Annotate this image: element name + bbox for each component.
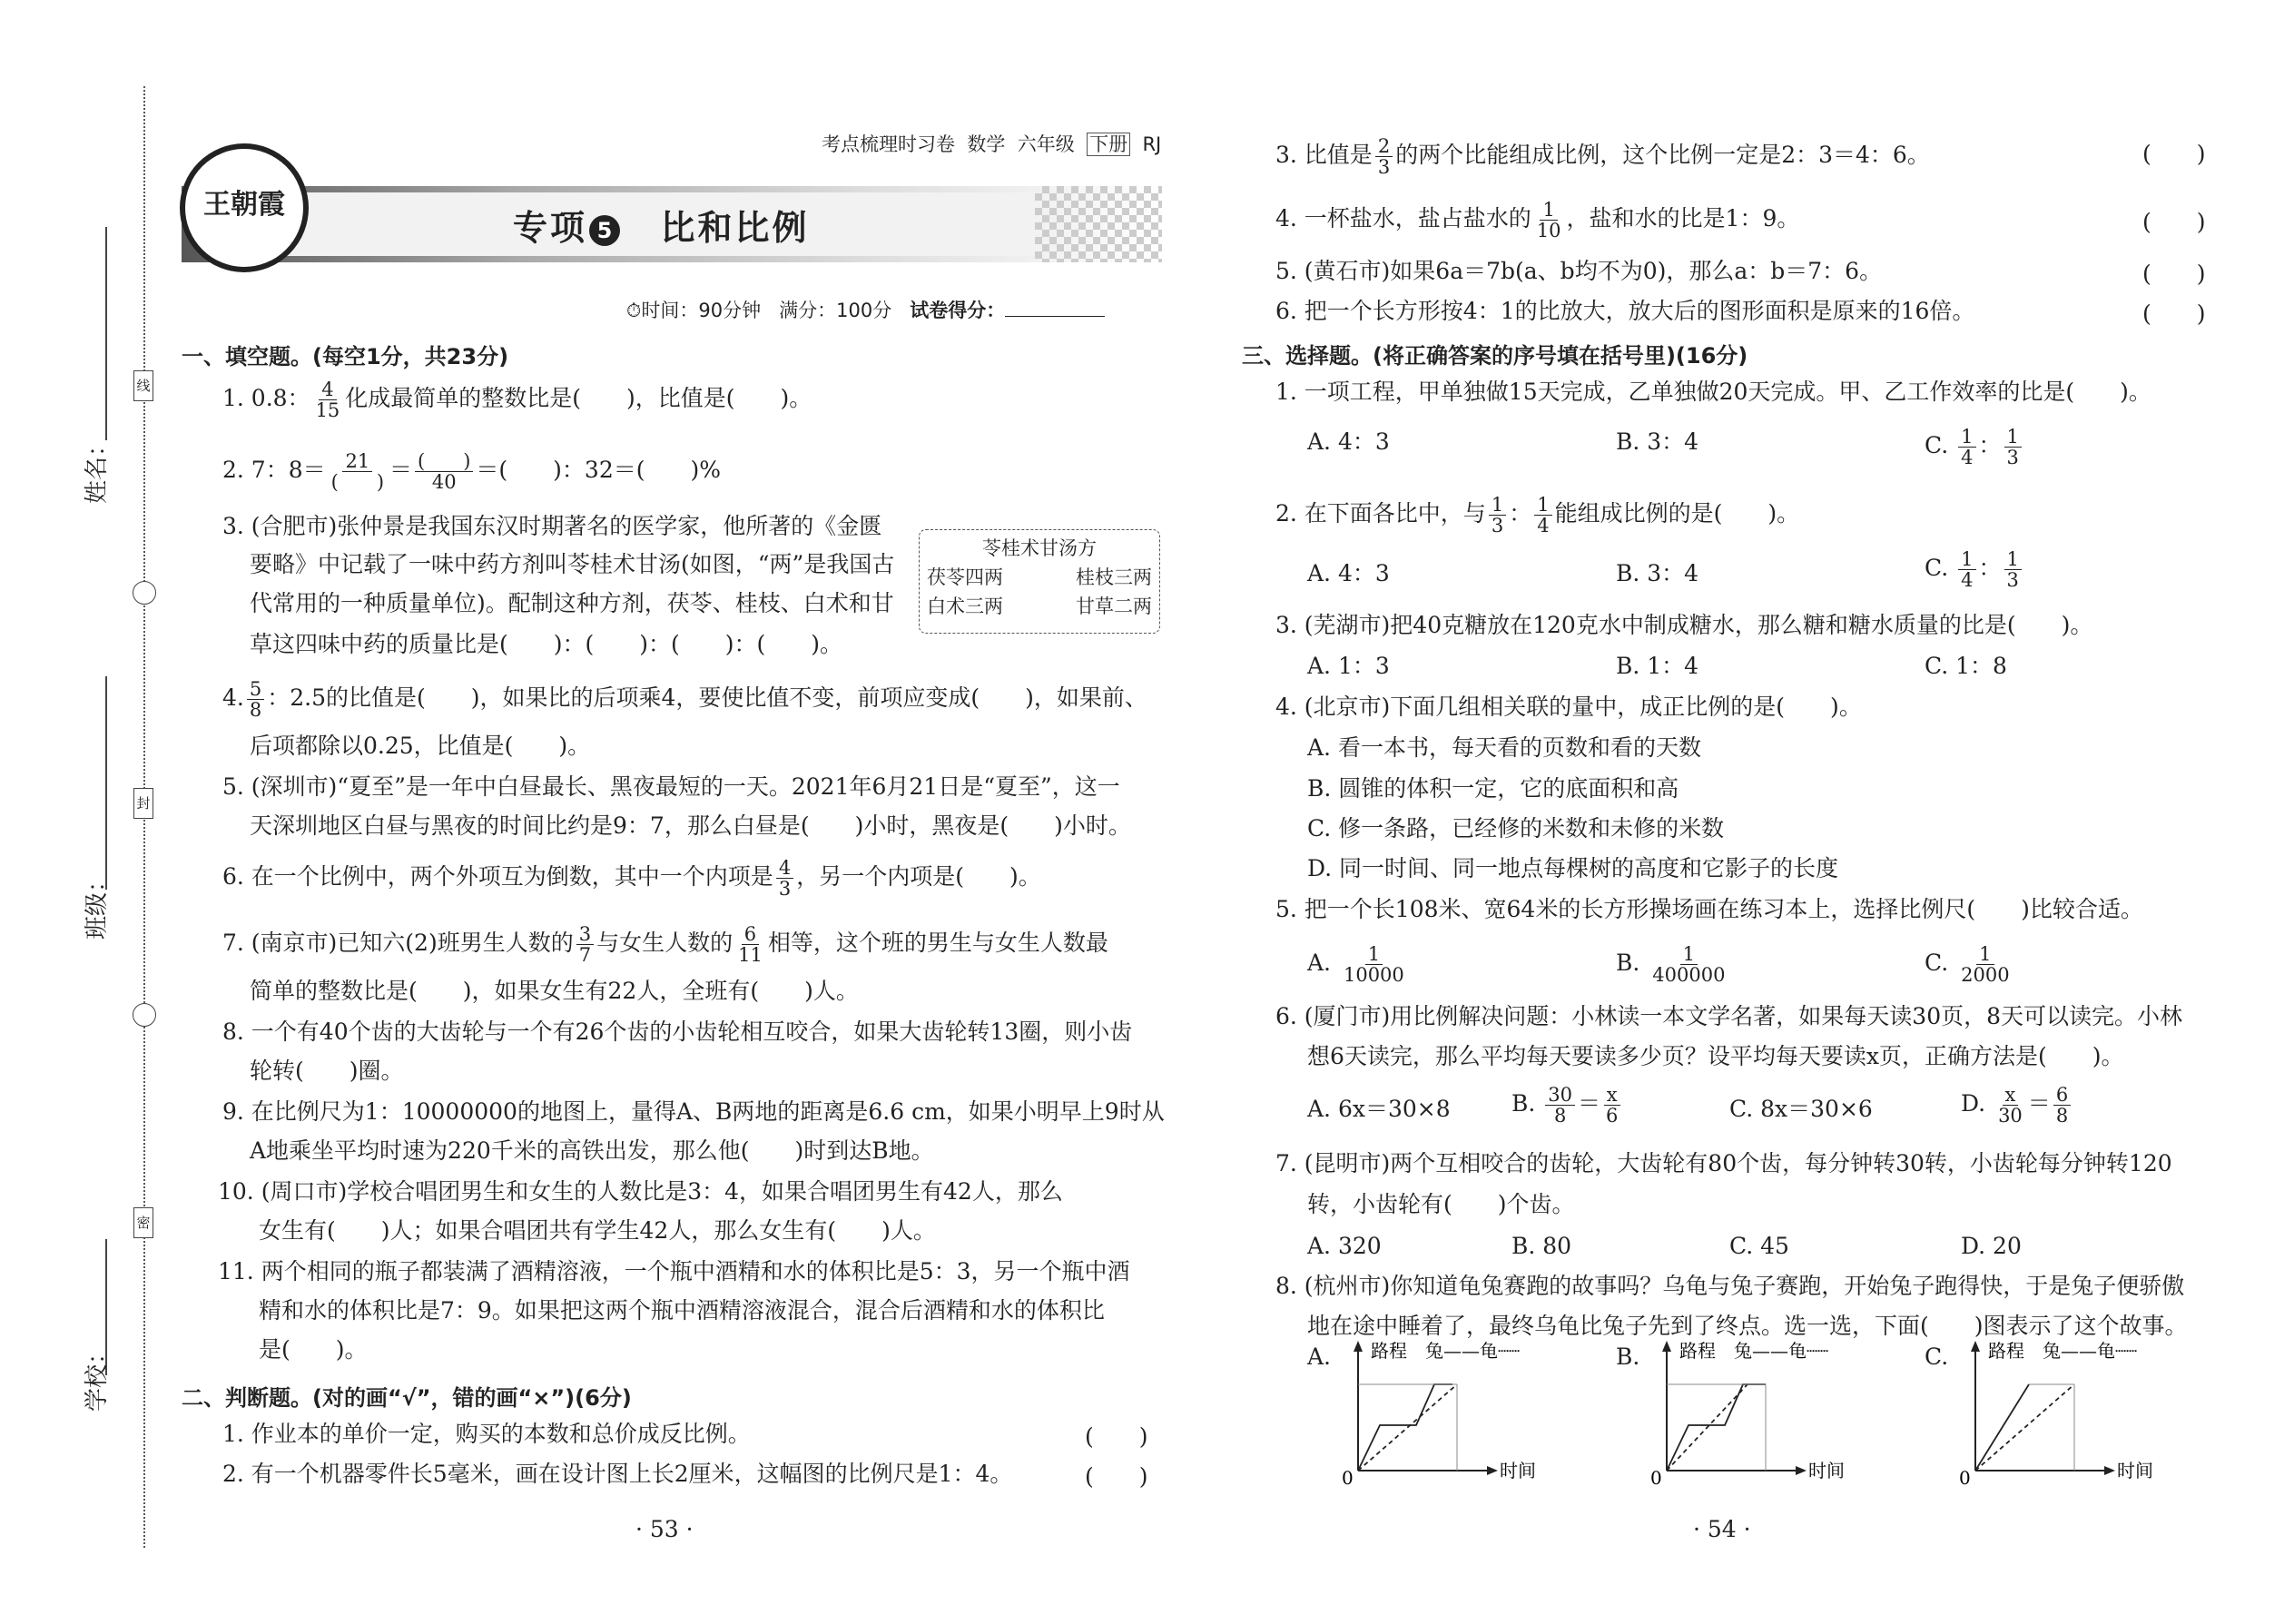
svg-text:0: 0 [1342, 1467, 1354, 1489]
judge-2: 2. 有一个机器零件长5毫米，画在设计图上长2厘米，这幅图的比例尺是1：4。 [222, 1461, 1013, 1487]
tortoise-line [1358, 1384, 1457, 1471]
choice-6-d[interactable]: D. $\frac{x}{30}$ ＝ $\frac{6}{8}$ [1961, 1085, 2073, 1126]
choice-6-b[interactable]: B. $\frac{30}{8}$ ＝ $\frac{x}{6}$ [1511, 1085, 1623, 1126]
judge-5-paren[interactable]: ( ) [2142, 261, 2206, 287]
section1-heading: 一、填空题。(每空1分，共23分) [182, 344, 509, 369]
q1-3-line2: 要略》中记载了一味中药方剂叫苓桂术甘汤(如图，“两”是我国古 [250, 551, 895, 577]
choice-7-a[interactable]: A. 320 [1307, 1233, 1382, 1259]
page-title: 专项 5 比和比例 [513, 208, 810, 248]
graph-c [1952, 1339, 2224, 1489]
choice-2: 2. 在下面各比中，与 $\frac{1}{3}$ ： $\frac{1}{4}$ 能组成比例的是( )。 [1275, 494, 1800, 536]
choice-1: 1. 一项工程，甲单独做15天完成，乙单独做20天完成。甲、乙工作效率的比是( )。 [1275, 379, 2151, 405]
choice-4-a[interactable]: A. 看一本书，每天看的页数和看的天数 [1307, 734, 1701, 761]
graph-c-label[interactable]: C. [1925, 1343, 1949, 1370]
choice-6-line2: 想6天读完，那么平均每天要读多少页？设平均每天要读x页，正确方法是( )。 [1307, 1043, 2124, 1069]
choice-1-a[interactable]: A. 4：3 [1307, 428, 1390, 455]
choice-7-line2: 转，小齿轮有( )个齿。 [1307, 1191, 1575, 1217]
choice-3: 3. (芜湖市)把40克糖放在120克水中制成糖水，那么糖和糖水质量的比是( )。 [1275, 612, 2093, 638]
svg-text:0: 0 [1959, 1467, 1971, 1489]
choice-3-b[interactable]: B. 1：4 [1616, 653, 1699, 679]
q1-11-line3: 是( )。 [259, 1336, 368, 1363]
q1-2: 2. 7：8＝ $\frac{21}{( )}$ ＝ $\frac{( )}{40}$ ＝( )：32＝( )% [222, 450, 722, 493]
svg-text:路程: 路程 [1371, 1340, 1407, 1362]
section3-heading: 三、选择题。(将正确答案的序号填在括号里)(16分) [1242, 343, 1748, 369]
graph-b-label[interactable]: B. [1616, 1343, 1640, 1370]
judge-4-paren[interactable]: ( ) [2142, 209, 2206, 235]
choice-7-d[interactable]: D. 20 [1961, 1233, 2022, 1259]
q1-1: 1. 0.8： $\frac{4}{15}$ 化成最简单的整数比是( )，比值是( )。 [222, 379, 812, 421]
choice-1-c[interactable]: C. $\frac{1}{4}$ ： $\frac{1}{3}$ [1925, 427, 2024, 468]
choice-2-a[interactable]: A. 4：3 [1307, 560, 1390, 586]
graph-b [1643, 1339, 1915, 1489]
graph-a [1334, 1339, 1607, 1489]
svg-text:兔——龟┈┈: 兔——龟┈┈ [1425, 1340, 1521, 1362]
class-label: 班级： [84, 868, 111, 940]
judge-6-paren[interactable]: ( ) [2142, 300, 2206, 327]
q1-6: 6. 在一个比例中，两个外项互为倒数，其中一个内项是 $\frac{4}{3}$ ，另一个内项是( )。 [222, 857, 1041, 900]
fraction: $\frac{4}{15}$ [315, 379, 340, 421]
choice-5-b[interactable]: B. $\frac{1}{400000}$ [1616, 943, 1726, 986]
page-number-right: · 54 · [1693, 1516, 1751, 1542]
judge-4: 4. 一杯盐水，盐占盐水的 $\frac{1}{10}$ ，盐和水的比是1：9。 [1275, 199, 1800, 241]
brand-logo: 王朝霞 [180, 143, 309, 272]
q1-8-line2: 轮转( )圈。 [250, 1058, 404, 1084]
q1-9-line2: A地乘坐平均时速为220千米的高铁出发，那么他( )时到达B地。 [250, 1137, 934, 1164]
choice-4: 4. (北京市)下面几组相关联的量中，成正比例的是( )。 [1275, 694, 1862, 720]
choice-5: 5. 把一个长108米、宽64米的长方形操场画在练习本上，选择比例尺( )比较合适。 [1275, 896, 2143, 922]
binding-char-seal: 封 [133, 788, 153, 819]
choice-8-line1: 8. (杭州市)你知道龟兔赛跑的故事吗？乌龟与兔子赛跑，开始兔子跑得快，于是兔子便骄傲 [1275, 1273, 2185, 1299]
q1-3-line1: 3. (合肥市)张仲景是我国东汉时期著名的医学家，他所著的《金匮 [222, 513, 882, 539]
header-info: 考点梳理时习卷 数学 六年级 下册 RJ [822, 133, 1162, 155]
name-line [105, 227, 107, 440]
choice-7-b[interactable]: B. 80 [1511, 1233, 1572, 1259]
judge-1: 1. 作业本的单价一定，购买的本数和总价成反比例。 [222, 1421, 751, 1447]
hare-line [1975, 1384, 2029, 1471]
judge-6: 6. 把一个长方形按4：1的比放大，放大后的图形面积是原来的16倍。 [1275, 298, 1975, 324]
binding-char-secret: 密 [133, 1207, 153, 1238]
choice-2-c[interactable]: C. $\frac{1}{4}$ ： $\frac{1}{3}$ [1925, 549, 2024, 590]
q1-11-line2: 精和水的体积比是7：9。如果把这两个瓶中酒精溶液混合，混合后酒精和水的体积比 [259, 1297, 1105, 1324]
svg-text:兔——龟┈┈: 兔——龟┈┈ [1734, 1340, 1829, 1362]
tortoise-line [1667, 1384, 1748, 1471]
choice-6-a[interactable]: A. 6x＝30×8 [1307, 1096, 1451, 1122]
choice-5-c[interactable]: C. $\frac{1}{2000}$ [1925, 943, 2010, 986]
choice-2-b[interactable]: B. 3：4 [1616, 560, 1699, 586]
choice-6-line1: 6. (厦门市)用比例解决问题：小林读一本文学名著，如果每天读30页，8天可以读完。小林 [1275, 1003, 2183, 1029]
q1-5-line1: 5. (深圳市)“夏至”是一年中白昼最长、黑夜最短的一天。2021年6月21日是“夏至”，这一 [222, 773, 1120, 800]
svg-text:时间: 时间 [1500, 1460, 1536, 1481]
page-number-left: · 53 · [635, 1516, 694, 1542]
judge-3: 3. 比值是 $\frac{2}{3}$ 的两个比能组成比例，这个比例一定是2：3＝4：6。 [1275, 135, 1930, 178]
q1-4: 4. $\frac{5}{8}$ ：2.5的比值是( )，如果比的后项乘4，要使比值不变，前项应变成( )，如果前、 [222, 678, 1147, 721]
choice-8-line2: 地在途中睡着了，最终乌龟比兔子先到了终点。选一选，下面( )图表示了这个故事。 [1307, 1313, 2188, 1339]
judge-1-paren[interactable]: ( ) [1085, 1423, 1148, 1450]
choice-4-b[interactable]: B. 圆锥的体积一定，它的底面积和高 [1307, 775, 1679, 802]
judge-5: 5. (黄石市)如果6a＝7b(a、b均不为0)，那么a：b＝7：6。 [1275, 258, 1883, 284]
q1-10-line1: 10. (周口市)学校合唱团男生和女生的人数比是3：4，如果合唱团男生有42人，那么 [218, 1178, 1063, 1205]
svg-text:兔——龟┈┈: 兔——龟┈┈ [2043, 1340, 2138, 1362]
tortoise-line [1975, 1384, 2074, 1471]
choice-3-a[interactable]: A. 1：3 [1307, 653, 1390, 679]
q1-11-line1: 11. 两个相同的瓶子都装满了酒精溶液，一个瓶中酒精和水的体积比是5：3，另一个瓶中酒 [218, 1258, 1130, 1284]
q1-7: 7. (南京市)已知六(2)班男生人数的 $\frac{3}{7}$ 与女生人数的 $\frac{6}{11}$ 相等，这个班的男生与女生人数最 [222, 923, 1108, 966]
q1-4-line2: 后项都除以0.25，比值是( )。 [250, 733, 591, 759]
svg-text:时间: 时间 [2117, 1460, 2153, 1481]
q1-5-line2: 天深圳地区白昼与黑夜的时间比约是9：7，那么白昼是( )小时，黑夜是( )小时。 [250, 812, 1131, 839]
graph-a-label[interactable]: A. [1307, 1343, 1332, 1370]
q1-3-line4: 草这四味中药的质量比是( )：( )：( )：( )。 [250, 631, 843, 657]
name-label: 姓名： [84, 432, 111, 504]
svg-text:时间: 时间 [1808, 1460, 1845, 1481]
q1-7-line2: 简单的整数比是( )，如果女生有22人，全班有( )人。 [250, 978, 859, 1004]
choice-4-c[interactable]: C. 修一条路，已经修的米数和未修的米数 [1307, 815, 1725, 842]
section2-heading: 二、判断题。(对的画“√”，错的画“×”)(6分) [182, 1385, 632, 1411]
q1-9-line1: 9. 在比例尺为1：10000000的地图上，量得A、B两地的距离是6.6 cm，如果小明早上9时从 [222, 1098, 1165, 1125]
banner-pattern [1035, 186, 1162, 262]
svg-text:0: 0 [1650, 1467, 1662, 1489]
recipe-box: 苓桂术甘汤方 茯苓四两 桂枝三两 白术三两 甘草二两 [919, 529, 1160, 634]
choice-6-c[interactable]: C. 8x＝30×6 [1729, 1096, 1873, 1122]
binding-hole [133, 1003, 156, 1027]
judge-2-paren[interactable]: ( ) [1085, 1463, 1148, 1490]
binding-hole [133, 581, 156, 605]
choice-7-line1: 7. (昆明市)两个互相咬合的齿轮，大齿轮有80个齿，每分钟转30转，小齿轮每分钟转120 [1275, 1150, 2172, 1176]
binding-char-line: 线 [133, 370, 153, 401]
hare-line [1667, 1384, 1766, 1471]
class-line [105, 676, 107, 890]
q1-3-line3: 代常用的一种质量单位)。配制这种方剂，茯苓、桂枝、白术和甘 [250, 590, 894, 616]
choice-4-d[interactable]: D. 同一时间、同一地点每棵树的高度和它影子的长度 [1307, 855, 1839, 881]
svg-text:路程: 路程 [1679, 1340, 1716, 1362]
school-label: 学校： [84, 1340, 111, 1412]
judge-3-paren[interactable]: ( ) [2142, 141, 2206, 167]
q1-10-line2: 女生有( )人；如果合唱团共有学生42人，那么女生有( )人。 [259, 1217, 936, 1244]
choice-3-c[interactable]: C. 1：8 [1925, 653, 2007, 679]
choice-5-a[interactable]: A. $\frac{1}{10000}$ [1307, 943, 1404, 986]
choice-7-c[interactable]: C. 45 [1729, 1233, 1789, 1259]
exam-meta: ⏱时间：90分钟 满分：100分 试卷得分： [626, 295, 1105, 326]
choice-1-b[interactable]: B. 3：4 [1616, 428, 1699, 455]
svg-text:路程: 路程 [1988, 1340, 2024, 1362]
q1-8-line1: 8. 一个有40个齿的大齿轮与一个有26个齿的小齿轮相互咬合，如果大齿轮转13圈，则小齿 [222, 1019, 1133, 1045]
